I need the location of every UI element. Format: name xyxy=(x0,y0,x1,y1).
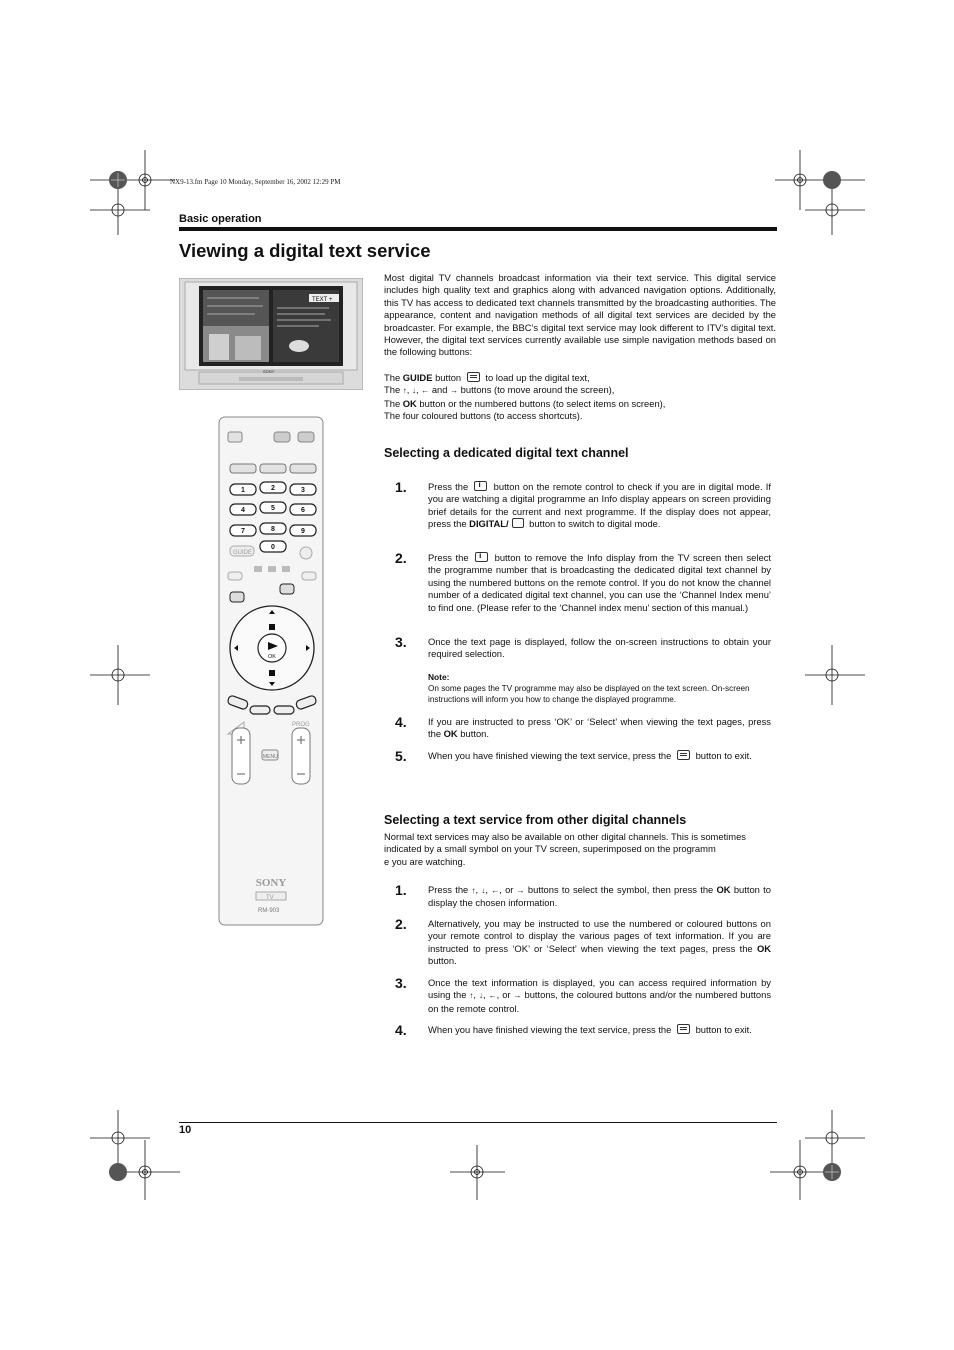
file-stamp: NX9-13.fm Page 10 Monday, September 16, 2002 12:29 PM xyxy=(170,178,341,186)
remote-control-illustration xyxy=(218,416,324,926)
arrow-up-icon: ↑ xyxy=(402,386,407,396)
remote-key-1: 1 xyxy=(241,487,245,494)
remote-key-3: 3 xyxy=(301,487,305,494)
remote-prog-label: PROG xyxy=(292,722,310,728)
section-heading-dedicated: Selecting a dedicated digital text channel xyxy=(384,446,629,460)
note-text: On some pages the TV programme may also be displayed on the text screen. On-screen instructions will inform you how to change the displayed programme. xyxy=(428,684,750,704)
arrow-left-icon: ← xyxy=(488,991,497,1001)
remote-key-2: 2 xyxy=(271,485,275,492)
remote-key-5: 5 xyxy=(271,505,275,512)
remote-ok-label: OK xyxy=(268,654,276,660)
ok-line: The OK button or the numbered buttons (to select items on screen), xyxy=(384,397,666,409)
text-icon xyxy=(677,750,690,760)
tv-badge: TEXT + xyxy=(312,297,333,303)
info-icon xyxy=(475,552,488,562)
text-icon xyxy=(677,1024,690,1034)
remote-key-9: 9 xyxy=(301,528,305,535)
section-heading-other-channels: Selecting a text service from other digital channels xyxy=(384,813,687,827)
arrow-right-icon: → xyxy=(516,886,525,895)
arrows-line: The ↑, ↓, ← and → buttons (to move around the screen), xyxy=(384,384,776,397)
tv-brand: SONY xyxy=(263,369,275,374)
arrow-right-icon: → xyxy=(450,386,459,396)
section-b-intro: Normal text services may also be available on other digital channels. This is sometimes indicated by a small symbol on your TV screen, superimposed on the programm e you are watching. xyxy=(384,831,746,867)
step-a1: 1. Press the i button on the remote control to check if you are in digital mode. If you are watching a digital programme an Info display appears on screen providing brief details for the current and next programme. If the display does not appear, press the DIGITAL/ button to switch to digital mode. xyxy=(395,481,771,531)
remote-key-7: 7 xyxy=(241,528,245,535)
section-label: Basic operation xyxy=(179,213,262,225)
buttons-list xyxy=(384,372,776,423)
remote-tv-label: TV xyxy=(266,895,274,901)
remote-menu-label: MENU xyxy=(263,754,278,760)
step-b3: 3. Once the text information is displayed, you can access required information by using the ↑, ↓, ←, or → buttons, the coloured buttons and/or the numbered buttons on the remote control. xyxy=(395,975,772,1014)
remote-key-6: 6 xyxy=(301,507,305,514)
footer-rule xyxy=(179,1122,777,1123)
tv-icon xyxy=(512,518,524,528)
note xyxy=(428,672,771,705)
text-icon xyxy=(467,372,480,382)
intro-paragraph: Most digital TV channels broadcast information via their text service. This digital service includes high quality text and graphics along with advanced navigation options. Additionally, this TV has access to dedicated text channels transmitted by the broadcasting authorities. The appearance, content and navigation methods of all digital text services are decided by the broadcaster. For example, the BBC’s digital text service may look different to ITV’s digital text. However, the digital text services currently available use simple navigation methods based on the following buttons: xyxy=(384,272,776,358)
arrow-down-icon: ↓ xyxy=(411,386,416,396)
remote-key-0: 0 xyxy=(271,544,275,551)
arrow-left-icon: ← xyxy=(421,386,430,396)
step-a4: 4. If you are instructed to press ‘OK’ or ‘Select’ when viewing the text pages, press the OK button. xyxy=(395,714,771,740)
step-a2: 2. Press the i button to remove the Info display from the TV screen then select the programme number that is broadcasting the dedicated digital text channel by using the numbered buttons on the remote control. If you do not know the channel number of a dedicated digital text channel, you can use the ‘Channel Index menu’ to find one. (Please refer to the ‘Channel index menu’ section of this manual.) xyxy=(395,552,771,614)
tv-illustration xyxy=(179,278,363,390)
info-icon xyxy=(474,481,487,491)
coloured-line: The four coloured buttons (to access shortcuts). xyxy=(384,410,583,422)
guide-line: The GUIDE button to load up the digital text, xyxy=(384,372,590,383)
step-a5: 5. When you have finished viewing the text service, press the button to exit. xyxy=(395,748,752,764)
arrow-up-icon: ↑ xyxy=(469,991,474,1001)
arrow-down-icon: ↓ xyxy=(479,991,483,1001)
step-b2: 2. Alternatively, you may be instructed to use the numbered or coloured buttons on your remote control to display the various pages of text information. If you are instructed to press ‘OK’ or ‘Select’ when viewing the text pages, press the OK button. xyxy=(395,916,771,967)
page-number: 10 xyxy=(179,1124,192,1136)
step-a3: 3. Once the text page is displayed, follow the on-screen instructions to obtain your required selection. xyxy=(395,634,771,660)
header-rule xyxy=(179,227,777,231)
arrow-up-icon: ↑ xyxy=(471,886,476,895)
remote-key-4: 4 xyxy=(241,507,245,514)
arrow-down-icon: ↓ xyxy=(481,886,486,895)
page-title: Viewing a digital text service xyxy=(179,240,431,261)
arrow-right-icon: → xyxy=(513,991,522,1001)
remote-key-8: 8 xyxy=(271,526,275,533)
step-b4: 4. When you have finished viewing the text service, press the button to exit. xyxy=(395,1022,752,1038)
remote-model: RM-903 xyxy=(258,908,280,914)
remote-guide-label: GUIDE xyxy=(233,550,253,556)
note-label: Note: xyxy=(428,672,450,682)
step-b1: 1. Press the ↑, ↓, ←, or → buttons to select the symbol, then press the OK button to display the chosen information. xyxy=(395,882,771,909)
remote-brand: SONY xyxy=(255,877,287,889)
arrow-left-icon: ← xyxy=(491,886,500,895)
